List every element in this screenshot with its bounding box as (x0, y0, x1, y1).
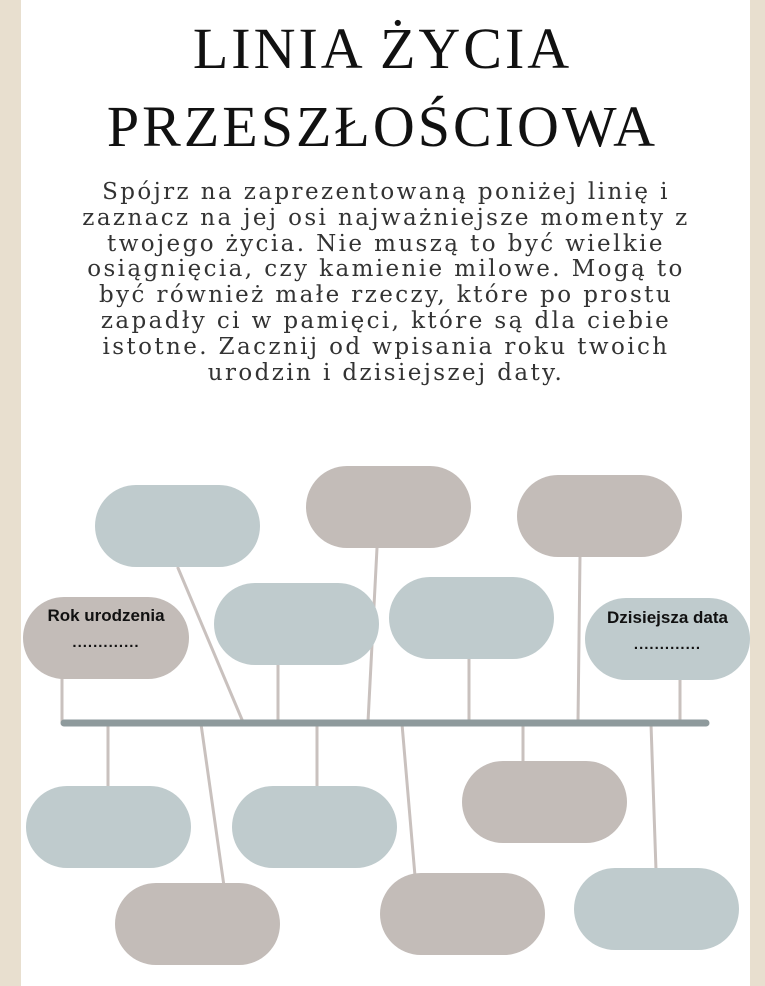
event-box[interactable] (115, 883, 280, 965)
connector-line (651, 724, 656, 870)
birth-year-label (23, 605, 189, 653)
event-box[interactable] (380, 873, 545, 955)
event-box[interactable] (95, 485, 260, 567)
event-box[interactable] (462, 761, 627, 843)
birth-year-placeholder: ............. (72, 634, 140, 651)
instructions-line: twojego życia. Nie muszą to być wielkie (107, 230, 665, 257)
event-box[interactable] (232, 786, 397, 868)
today-date-label (585, 607, 750, 655)
event-box[interactable] (517, 475, 682, 557)
birth-year-title: Rok urodzenia (47, 606, 165, 625)
event-box[interactable] (26, 786, 191, 868)
instructions-line: zaznacz na jej osi najważniejsze momenty z (82, 204, 690, 231)
event-box[interactable] (214, 583, 379, 665)
instructions-line: istotne. Zacznij od wpisania roku twoich (102, 333, 670, 360)
connector-line (402, 724, 415, 876)
instructions-line: osiągnięcia, czy kamienie milowe. Mogą to (87, 256, 685, 283)
event-box[interactable] (306, 466, 471, 548)
instructions-line: Spójrz na zaprezentowaną poniżej linię i (102, 179, 670, 205)
connector-line (578, 556, 580, 722)
instructions-line: urodzin i dzisiejszej daty. (207, 359, 565, 386)
instructions-line: być również małe rzeczy, które po prostu (98, 282, 674, 309)
event-box[interactable] (389, 577, 554, 659)
instructions-line: zapadły ci w pamięci, które są dla ciebie (100, 307, 672, 334)
connector-line (201, 724, 224, 886)
today-date-placeholder: ............. (633, 636, 702, 653)
title-line-2: PRZESZŁOŚCIOWA (106, 94, 659, 159)
title-line-1: LINIA ŻYCIA (192, 16, 573, 81)
today-date-title: Dzisiejsza data (607, 608, 728, 627)
event-box[interactable] (574, 868, 739, 950)
